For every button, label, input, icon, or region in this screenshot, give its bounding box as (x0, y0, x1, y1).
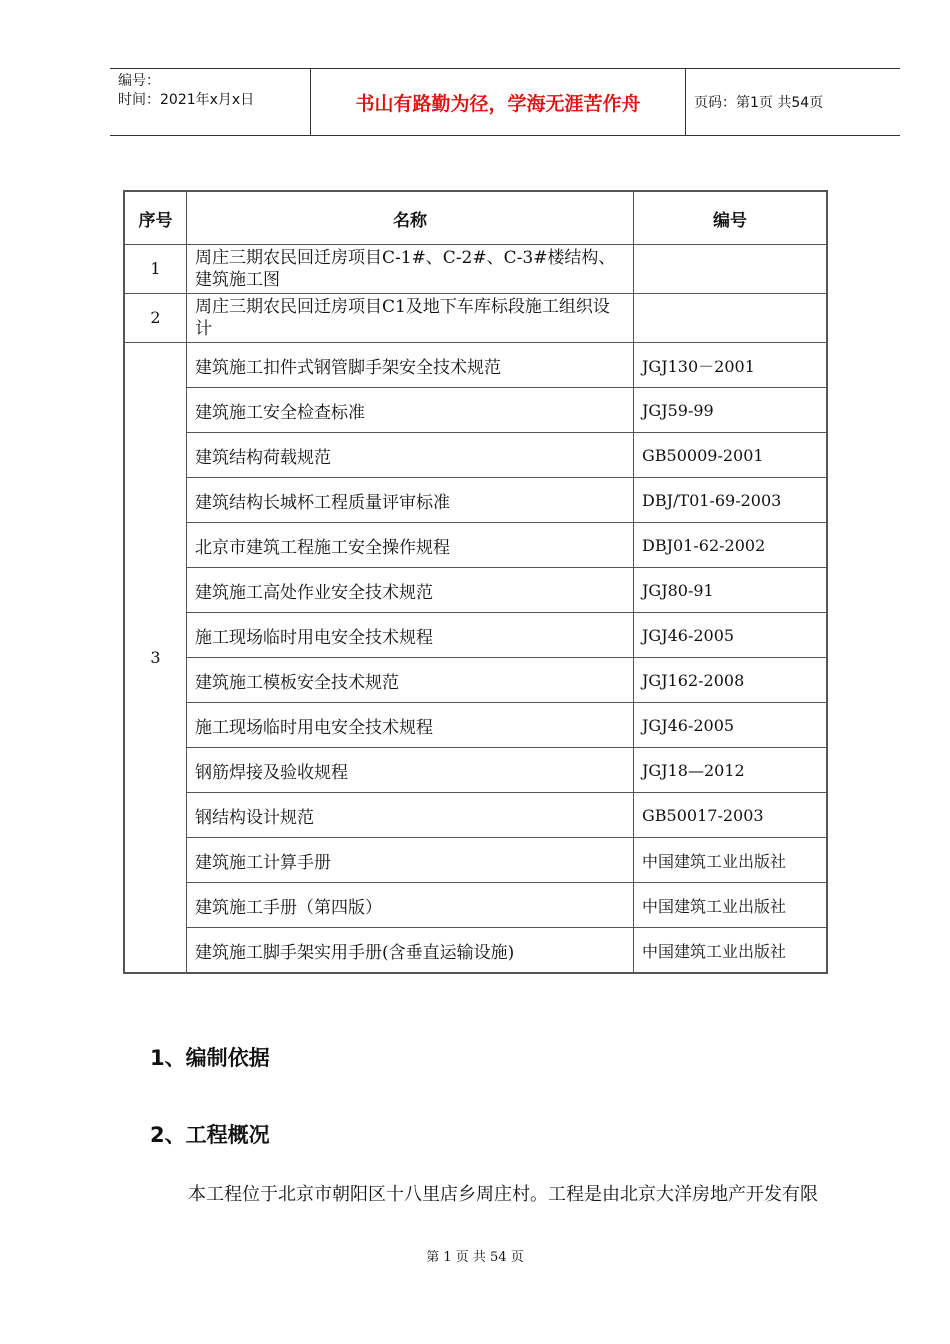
table-row (124, 928, 827, 974)
header-meta (118, 72, 254, 110)
row-code: JGJ130－2001 (634, 343, 828, 388)
table-row (124, 793, 827, 838)
row-code: JGJ46-2005 (634, 613, 828, 658)
table-header-row (124, 191, 827, 245)
row-name: 施工现场临时用电安全技术规程 (187, 703, 634, 748)
row-name: 北京市建筑工程施工安全操作规程 (187, 523, 634, 568)
row-code: JGJ46-2005 (634, 703, 828, 748)
section-heading-overview: 2、工程概况 (150, 1123, 270, 1147)
header-motto: 书山有路勤为径，学海无涯苦作舟 (310, 68, 686, 136)
row-code: GB50017-2003 (634, 793, 828, 838)
col-header-code: 编号 (634, 191, 828, 245)
row-name: 钢筋焊接及验收规程 (187, 748, 634, 793)
row-name: 建筑施工模板安全技术规范 (187, 658, 634, 703)
table-row (124, 433, 827, 478)
row-name: 周庄三期农民回迁房项目C-1#、C-2#、C-3#楼结构、建筑施工图 (187, 245, 634, 294)
table-row (124, 748, 827, 793)
col-header-name: 名称 (187, 191, 634, 245)
row-name: 建筑施工扣件式钢管脚手架安全技术规范 (187, 343, 634, 388)
table-row (124, 523, 827, 568)
row-name: 周庄三期农民回迁房项目C1及地下车库标段施工组织设计 (187, 294, 634, 343)
table-row (124, 245, 827, 294)
table-row (124, 343, 827, 388)
row-code: DBJ/T01-69-2003 (634, 478, 828, 523)
row-code (634, 294, 828, 343)
table-row (124, 883, 827, 928)
row-code: 中国建筑工业出版社 (634, 883, 828, 928)
overview-paragraph: 本工程位于北京市朝阳区十八里店乡周庄村。工程是由北京大洋房地产开发有限 (188, 1184, 818, 1205)
row-name: 钢结构设计规范 (187, 793, 634, 838)
table-row (124, 703, 827, 748)
row-index: 2 (124, 294, 187, 343)
row-name: 建筑施工手册（第四版） (187, 883, 634, 928)
row-index: 3 (124, 343, 187, 974)
row-code (634, 245, 828, 294)
table-row (124, 388, 827, 433)
row-name: 建筑结构长城杯工程质量评审标准 (187, 478, 634, 523)
page-header (110, 68, 900, 136)
row-code: JGJ18—2012 (634, 748, 828, 793)
table-row (124, 613, 827, 658)
row-code: JGJ59-99 (634, 388, 828, 433)
row-name: 建筑施工脚手架实用手册(含垂直运输设施) (187, 928, 634, 974)
row-code: GB50009-2001 (634, 433, 828, 478)
reference-table (123, 190, 828, 974)
table-row (124, 568, 827, 613)
row-name: 建筑结构荷载规范 (187, 433, 634, 478)
row-code: JGJ162-2008 (634, 658, 828, 703)
table-row (124, 294, 827, 343)
row-name: 施工现场临时用电安全技术规程 (187, 613, 634, 658)
col-header-index: 序号 (124, 191, 187, 245)
table-row (124, 478, 827, 523)
row-code: 中国建筑工业出版社 (634, 928, 828, 974)
row-code: 中国建筑工业出版社 (634, 838, 828, 883)
row-index: 1 (124, 245, 187, 294)
row-name: 建筑施工安全检查标准 (187, 388, 634, 433)
header-time: 时间：2021年x月x日 (118, 92, 255, 108)
page-footer: 第 1 页 共 54 页 (426, 1250, 524, 1265)
row-name: 建筑施工高处作业安全技术规范 (187, 568, 634, 613)
table-row (124, 838, 827, 883)
row-name: 建筑施工计算手册 (187, 838, 634, 883)
row-code: JGJ80-91 (634, 568, 828, 613)
row-code: DBJ01-62-2002 (634, 523, 828, 568)
header-page-info: 页码：第1页 共54页 (694, 95, 824, 111)
header-number: 编号： (118, 73, 160, 89)
table-row (124, 658, 827, 703)
section-heading-basis: 1、编制依据 (150, 1046, 270, 1070)
